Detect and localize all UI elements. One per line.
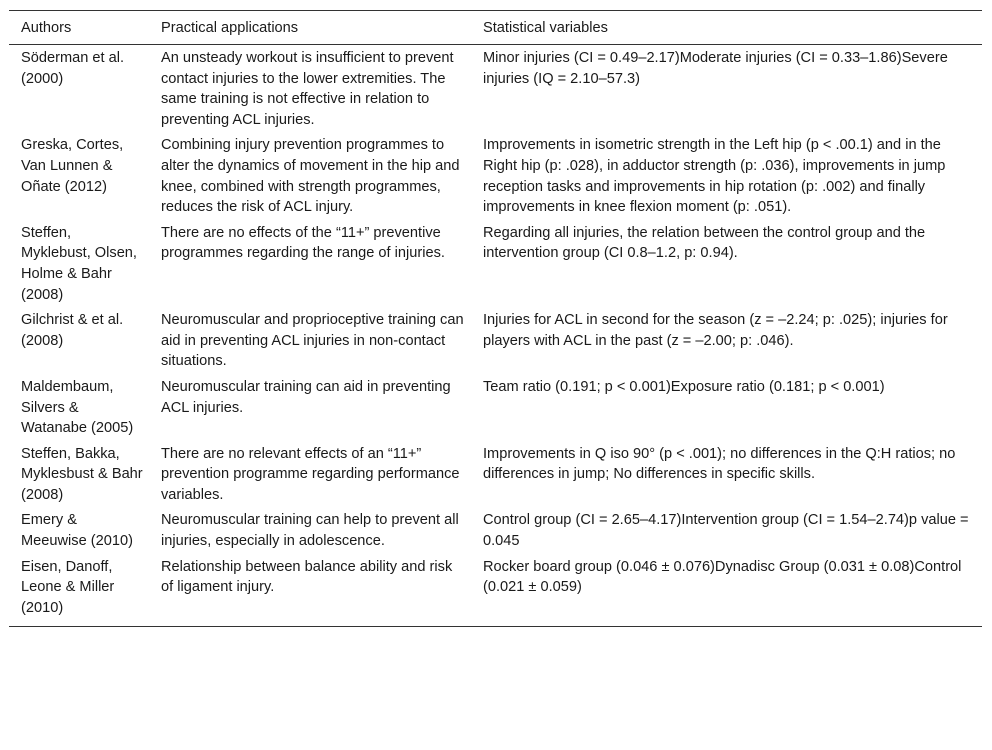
table-row: [9, 132, 982, 219]
header-practical-applications: Practical applications: [149, 11, 471, 45]
cell-applications: Neuromuscular and proprioceptive training can aid in preventing ACL injuries in non-contact situations.: [161, 312, 464, 370]
cell-statistics: Minor injuries (CI = 0.49–2.17)Moderate injuries (CI = 0.33–1.86)Severe injuries (IQ = 2.10–57.3): [483, 50, 948, 87]
cell-authors: Steffen, Myklebust, Olsen, Holme & Bahr (2008): [21, 224, 137, 303]
cell-applications: An unsteady workout is insufficient to prevent contact injuries to the lower extremities. The same training is not effective in relation to preventing ACL injuries.: [161, 50, 454, 128]
cell-authors: Emery & Meeuwise (2010): [21, 512, 133, 550]
cell-applications: Neuromuscular training can help to prevent all injuries, especially in adolescence.: [161, 512, 459, 550]
cell-authors: Söderman et al. (2000): [21, 50, 125, 87]
table-header-row: [9, 11, 982, 45]
cell-statistics: Improvements in Q iso 90° (p < .001); no differences in the Q:H ratios; no differences in jump; No differences in specific skills.: [483, 445, 956, 483]
cell-authors: Gilchrist & et al. (2008): [21, 312, 124, 349]
cell-applications: Combining injury prevention programmes to alter the dynamics of movement in the hip and knee, combined with strength programmes, reduces the risk of ACL injury.: [161, 137, 460, 216]
cell-statistics: Injuries for ACL in second for the season (z = –2.24; p: .025); injuries for players with ACL in the past (z = –2.00; p: .046).: [483, 312, 948, 349]
table-row: [9, 45, 982, 133]
table-container: [9, 10, 982, 627]
cell-statistics: Regarding all injuries, the relation between the control group and the intervention group (CI 0.8–1.2, p: 0.94).: [483, 224, 926, 262]
cell-statistics: Control group (CI = 2.65–4.17)Intervention group (CI = 1.54–2.74)p value = 0.045: [483, 512, 969, 550]
table-row: [9, 374, 982, 441]
cell-applications: There are no relevant effects of an “11+” prevention programme regarding performance variables.: [161, 445, 460, 503]
table-row: [9, 441, 982, 508]
cell-authors: Greska, Cortes, Van Lunnen & Oñate (2012): [21, 137, 124, 195]
studies-table: [9, 10, 982, 627]
header-authors: Authors: [9, 11, 149, 45]
table-row: [9, 554, 982, 627]
table-row: [9, 307, 982, 374]
cell-authors: Eisen, Danoff, Leone & Miller (2010): [9, 554, 149, 627]
cell-statistics: Team ratio (0.191; p < 0.001)Exposure ratio (0.181; p < 0.001): [483, 378, 885, 395]
table-row: [9, 220, 982, 307]
cell-applications: Neuromuscular training can aid in preventing ACL injuries.: [161, 378, 451, 416]
cell-applications: There are no effects of the “11+” preventive programmes regarding the range of injuries.: [161, 224, 445, 262]
header-statistical-variables: Statistical variables: [471, 11, 982, 45]
cell-statistics: Improvements in isometric strength in the Left hip (p < .00.1) and in the Right hip (p: .028), in adductor strength (p: .036), improvements in jump reception tasks and improvements in hip rotation (p: .002) and finally improvements in knee flexion moment (p: .051).: [483, 137, 946, 216]
cell-authors: Maldembaum, Silvers & Watanabe (2005): [21, 378, 134, 437]
cell-statistics: Rocker board group (0.046 ± 0.076)Dynadisc Group (0.031 ± 0.08)Control (0.021 ± 0.059): [471, 554, 982, 627]
cell-authors: Steffen, Bakka, Myklesbust & Bahr (2008): [21, 445, 143, 503]
cell-applications: Relationship between balance ability and risk of ligament injury.: [149, 554, 471, 627]
table-row: [9, 507, 982, 553]
